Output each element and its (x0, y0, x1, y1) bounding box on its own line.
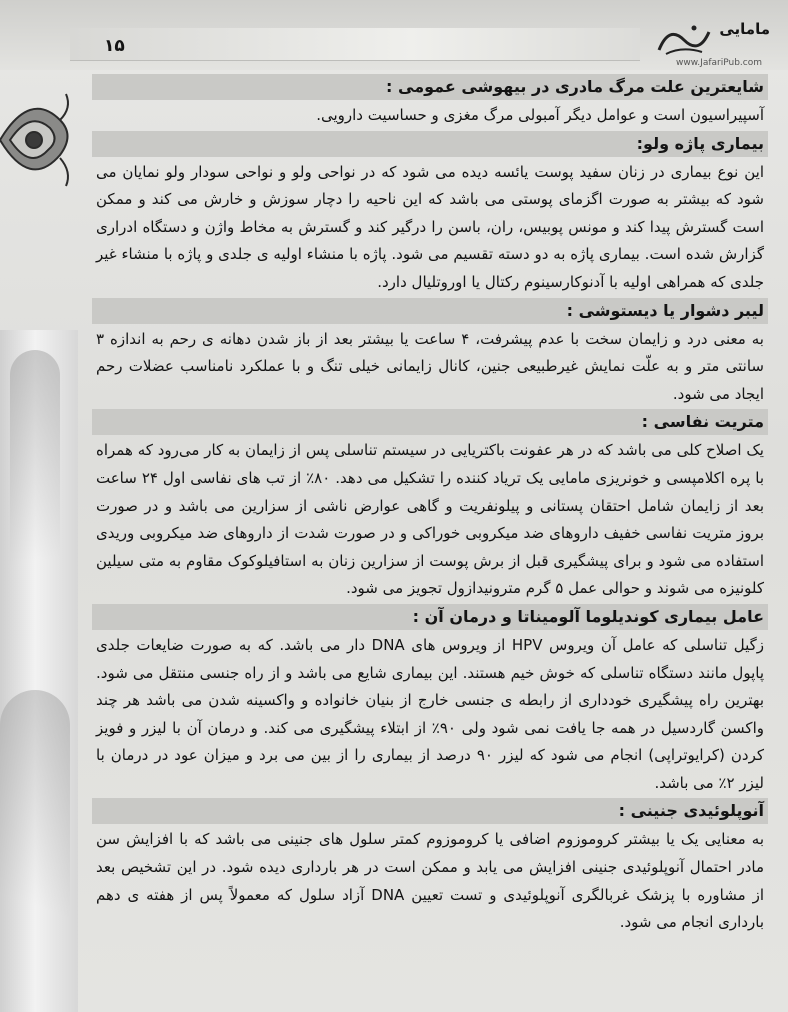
section-paragraph: به معنایی یک یا بیشتر کروموزوم اضافی یا کروموزوم کمتر سلول های جنینی می باشد که با افزایش سن مادر احتمال آنوپلوئیدی جنینی افزایش می یابد و ممکن است در هر بارداری دیده شود. در این تشخیص بعد از مشاوره با پزشک غربالگری آنوپلوئیدی و تست تعیین DNA آزاد سلول که معمولاً پس از هفته ی دهم بارداری انجام می شود. (96, 830, 764, 932)
section-title: شایعترین علت مرگ مادری در بیهوشی عمومی : (92, 74, 768, 100)
page-number: ۱۵ (104, 36, 125, 56)
section-metritis (92, 409, 768, 603)
section-paragraph: به معنی درد و زایمان سخت با عدم پیشرفت، ۴ ساعت یا بیشتر بعد از باز شدن دهانه ی رحم به اندازه ۳ سانتی متر و به علّت نمایش غیرطبیعی جنین، کانال زایمانی خیلی تنگ و با عملکرد نامناسب عضلات رحم ایجاد می شود. (96, 329, 764, 403)
logo-title: مامایی (719, 20, 770, 38)
logo-url: www.JafariPub.com (676, 58, 762, 68)
header-strip (70, 28, 640, 61)
section-title: لیبر دشوار یا دیستوشی : (92, 298, 768, 324)
ornament-icon (0, 80, 80, 200)
section-title: متریت نفاسی : (92, 409, 768, 435)
section-title: بیماری پاژه ولو: (92, 131, 768, 157)
section-paragraph: زگیل تناسلی که عامل آن ویروس HPV از ویروس های DNA دار می باشد. که به صورت ضایعات جلدی پاپول مانند دستگاه تناسلی که خوش خیم هستند. این بیماری شایع می باشد و از راه جنسی منتقل می شود. بهترین راه پیشگیری خودداری از رابطه ی جنسی خارج از بنیان خانواده و واکسینه شدن می باشد هر چند واکسن گاردسیل در همه جا یافت نمی شود ولی ۹۰٪ از ابتلاء پیشگیری می کند. و درمان آن با لیزر و فویز کردن (کرایوتراپی) انجام می شود که لیزر ۹۰ درصد از بیماری را از بین می برد و میزان عود در درمان با لیزر ۲٪ می باشد. (96, 635, 765, 792)
section-title: عامل بیماری کوندیلوما آلومیناتا و درمان آن : (92, 604, 768, 630)
section-condyloma (92, 604, 768, 798)
side-photo (0, 330, 78, 1012)
section-paget (92, 131, 768, 297)
section-paragraph: آسپیراسیون است و عوامل دیگر آمبولی مرگ مغزی و حساسیت دارویی. (316, 106, 764, 124)
section-aneuploidy (92, 798, 768, 936)
section-paragraph: این نوع بیماری در زنان سفید پوست یائسه دیده می شود که در نواحی ولو و نواحی سودار ولو نمایان می شود که بیشتر به صورت اگزمای پوستی می باشد که این ناحیه را دچار سوزش و خارش می کند و ممکن است گسترش پیدا کند و مونس پوبیس، ران، باسن را درگیر کند و گسترش به مخاط واژن و دستگاه ادراری گزارش شده است. بیماری پاژه به دو دسته تقسیم می شود. پاژه با منشاء اولیه ی جلدی و پاژه با منشاء غیر جلدی که همراهی اولیه با آدنوکارسینوم رکتال یا اوروتلیال دارد. (96, 162, 764, 291)
section-dystocia (92, 298, 768, 409)
section-title: آنوپلوئیدی جنینی : (92, 798, 768, 824)
publisher-logo (650, 12, 780, 70)
article-body (92, 74, 768, 938)
logo-calligraphy-icon (654, 20, 714, 60)
section-paragraph: یک اصلاح کلی می باشد که در هر عفونت باکتریایی در سیستم تناسلی پس از زایمان به کار می‌رود که همراه با پره اکلامپسی و خونریزی مامایی یک تریاد کننده را تشکیل می دهد. ۸۰٪ از تب های نفاسی اول ۲۴ ساعت بعد از زایمان شامل احتقان پستانی و پیلونفریت و گاهی عوارض ناشی از سزارین می باشد و در صورت بروز متریت نفاسی خفیف داروهای ضد میکروبی خوراکی و در صورت شدت از داروهای ضد میکروبی وریدی استفاده می شود و برای پیشگیری قبل از برش پوست از سزارین زنان به استافیلوکوک مقاوم به متی سیلین کلونیزه می شوند و حوالی عمل ۵ گرم مترونیدازول تجویز می شود. (96, 441, 764, 598)
section-maternal-death (92, 74, 768, 130)
